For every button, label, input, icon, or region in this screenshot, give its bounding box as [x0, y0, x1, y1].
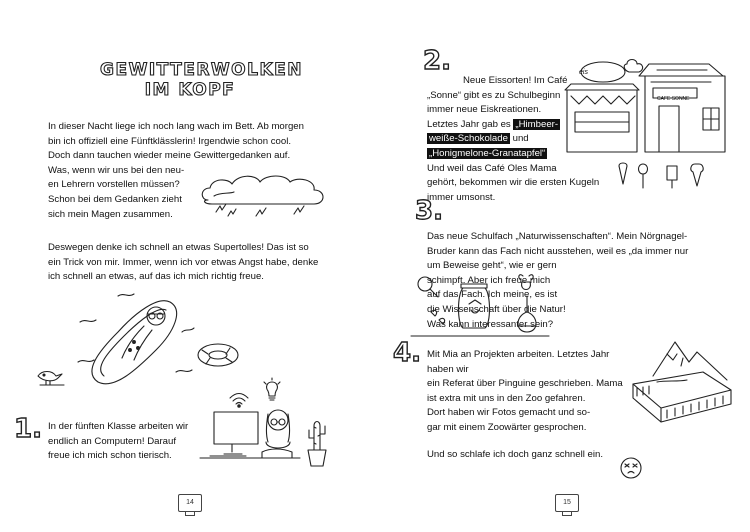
- item2-line6: Und weil das Café Oles Mama: [427, 162, 557, 174]
- trick-paragraph: Deswegen denke ich schnell an etwas Supertolles! Das ist so ein Trick von mir. Immer, wenn ich vor etwas Angst habe, denke ich schnell an etwas, auf das ich mich richtig freue.: [48, 242, 319, 283]
- item1-number: 1.: [14, 414, 42, 444]
- closing-line: Und so schlafe ich doch ganz schnell ein.: [427, 449, 603, 460]
- zoo-enclosure-illustration: [627, 336, 737, 422]
- item2-line4-pre: Letztes Jahr gab es: [427, 118, 511, 130]
- item2-line7: gehört, bekommen wir die ersten Kugeln: [427, 177, 600, 189]
- chapter-title-line2: IM KOPF: [144, 80, 236, 100]
- page-number-right: 15: [555, 494, 579, 512]
- chapter-title-line1: GEWITTERWOLKEN: [100, 60, 303, 80]
- cactus-plant-illustration: [304, 416, 330, 468]
- sleeping-face-icon: [619, 456, 643, 480]
- item3-paragraph: Das neue Schulfach „Naturwissenschaften“. Mein Nörgnagel- Bruder kann das Fach nicht ausstehen, weil es „da immer nur um Beweise geht“, wie er gern schimpft. Aber ich freue mich auf das Fach. Ich meine, es ist die Wissenschaft über die Natur! Was kann interessanter sein?: [427, 231, 689, 330]
- item2-line5-post: und: [512, 133, 529, 145]
- item2-line1: Neue Eissorten! Im Café: [463, 75, 568, 86]
- ice-cream-row-illustration: [615, 162, 715, 192]
- cafe-sign: CAFE SONNE: [657, 96, 690, 102]
- page-number-left: 14: [178, 494, 202, 512]
- cafe-building-illustration: [567, 56, 737, 156]
- highlight-flavor1b: weiße-Schokolade: [429, 133, 508, 145]
- right-page: [375, 0, 750, 532]
- item2-number: 2.: [423, 46, 451, 76]
- ice-shop-sign: eis: [579, 69, 588, 76]
- item2-line3: immer neue Eiskreationen.: [427, 104, 542, 116]
- intro-paragraph: In dieser Nacht liege ich noch lang wach im Bett. Ab morgen bin ich offiziell eine Fünftklässlerin! Irgendwie schon cool. Doch dann tauchen wieder meine Gewittergedanken auf. Was, wenn wir uns bei den neu- en Lehrern vorstellen müssen? Schon bei dem Gedanken zieht sich mein Magen zusammen.: [48, 121, 304, 220]
- item4-text: Mit Mia an Projekten arbeiten. Letztes Jahr haben wir ein Referat über Pinguine geschrieben. Mama ist extra mit uns in den Zoo gefahren. Dort haben wir Fotos gemacht und so- gar mit einem Zoowärter gesprochen.: [427, 349, 623, 433]
- highlight-flavor1a: „Himbeer-: [515, 118, 559, 130]
- chapter-title: [100, 60, 303, 100]
- highlight-flavor2: „Honigmelone-Granatapfel“: [429, 147, 546, 159]
- swim-ring-illustration: [196, 342, 240, 368]
- item3-number: 3.: [415, 196, 443, 226]
- item4-number: 4.: [393, 338, 421, 368]
- storm-cloud-illustration: [200, 172, 330, 222]
- science-equipment-illustration: [411, 268, 561, 340]
- item1-text: In der fünften Klasse arbeiten wir endlich an Computern! Darauf freue ich mich schon tierisch.: [48, 421, 189, 462]
- item2-line8: immer umsonst.: [427, 191, 496, 203]
- girl-at-computer-illustration: [200, 396, 310, 466]
- girl-floating-illustration: [78, 292, 198, 392]
- seagull-illustration: [34, 366, 68, 386]
- item2-line2: „Sonne“ gibt es zu Schulbeginn: [427, 89, 561, 101]
